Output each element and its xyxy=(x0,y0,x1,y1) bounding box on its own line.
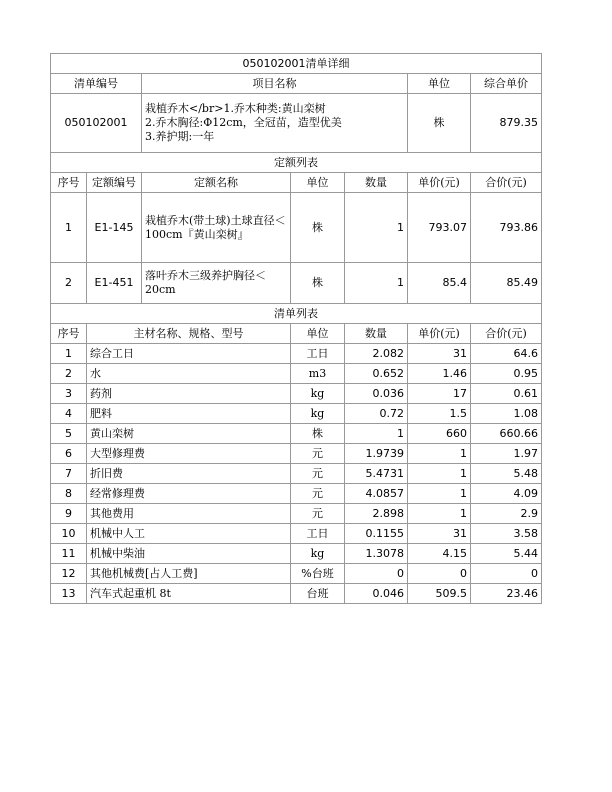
material-seq: 2 xyxy=(51,364,87,384)
quota-price: 85.4 xyxy=(408,263,471,304)
material-name: 大型修理费 xyxy=(87,444,291,464)
material-unit: 元 xyxy=(291,504,345,524)
material-header-total: 合价(元) xyxy=(471,324,542,344)
material-qty: 0.036 xyxy=(345,384,408,404)
material-seq: 1 xyxy=(51,344,87,364)
material-seq: 10 xyxy=(51,524,87,544)
quota-header-seq: 序号 xyxy=(51,173,87,193)
material-seq: 7 xyxy=(51,464,87,484)
material-total: 660.66 xyxy=(471,424,542,444)
material-total: 3.58 xyxy=(471,524,542,544)
material-row xyxy=(51,504,542,524)
material-price: 1 xyxy=(408,464,471,484)
quota-header-qty: 数量 xyxy=(345,173,408,193)
material-qty: 1 xyxy=(345,424,408,444)
material-row xyxy=(51,464,542,484)
material-name: 肥料 xyxy=(87,404,291,424)
material-row xyxy=(51,484,542,504)
material-name: 黄山栾树 xyxy=(87,424,291,444)
table-title: 050102001清单详细 xyxy=(51,54,542,74)
material-header-qty: 数量 xyxy=(345,324,408,344)
item-unit: 株 xyxy=(408,94,471,153)
material-seq: 11 xyxy=(51,544,87,564)
bill-detail-table xyxy=(50,53,542,604)
quota-name: 落叶乔木三级养护胸径＜20cm xyxy=(142,263,291,304)
material-seq: 4 xyxy=(51,404,87,424)
header-code: 清单编号 xyxy=(51,74,142,94)
material-qty: 0.1155 xyxy=(345,524,408,544)
material-price: 31 xyxy=(408,524,471,544)
material-section-title: 清单列表 xyxy=(51,304,542,324)
material-row xyxy=(51,404,542,424)
material-seq: 6 xyxy=(51,444,87,464)
quota-section-title: 定额列表 xyxy=(51,153,542,173)
material-row xyxy=(51,384,542,404)
material-row xyxy=(51,584,542,604)
material-qty: 0.046 xyxy=(345,584,408,604)
material-name: 其他机械费[占人工费] xyxy=(87,564,291,584)
material-unit: 工日 xyxy=(291,344,345,364)
material-price: 1 xyxy=(408,504,471,524)
item-description xyxy=(142,94,408,153)
material-price: 1 xyxy=(408,444,471,464)
material-name: 机械中柴油 xyxy=(87,544,291,564)
material-row xyxy=(51,544,542,564)
material-seq: 13 xyxy=(51,584,87,604)
quota-total: 793.86 xyxy=(471,193,542,263)
material-total: 0.95 xyxy=(471,364,542,384)
material-row xyxy=(51,444,542,464)
material-name: 机械中人工 xyxy=(87,524,291,544)
material-qty: 5.4731 xyxy=(345,464,408,484)
material-unit: 株 xyxy=(291,424,345,444)
material-total: 1.08 xyxy=(471,404,542,424)
material-name: 折旧费 xyxy=(87,464,291,484)
material-total: 0 xyxy=(471,564,542,584)
item-desc-line2: 2.乔木胸径:Φ12cm，全冠苗，造型优美 xyxy=(145,116,342,129)
material-price: 1.5 xyxy=(408,404,471,424)
material-total: 23.46 xyxy=(471,584,542,604)
material-total: 2.9 xyxy=(471,504,542,524)
material-seq: 5 xyxy=(51,424,87,444)
quota-unit: 株 xyxy=(291,193,345,263)
material-name: 经常修理费 xyxy=(87,484,291,504)
material-total: 5.48 xyxy=(471,464,542,484)
header-price: 综合单价 xyxy=(471,74,542,94)
quota-row xyxy=(51,263,542,304)
quota-code: E1-145 xyxy=(87,193,142,263)
material-header-seq: 序号 xyxy=(51,324,87,344)
material-header-price: 单价(元) xyxy=(408,324,471,344)
material-qty: 2.082 xyxy=(345,344,408,364)
material-price: 1.46 xyxy=(408,364,471,384)
quota-header-unit: 单位 xyxy=(291,173,345,193)
item-code: 050102001 xyxy=(51,94,142,153)
quota-name: 栽植乔木(带土球)土球直径＜100cm『黄山栾树』 xyxy=(142,193,291,263)
material-unit: 工日 xyxy=(291,524,345,544)
material-price: 4.15 xyxy=(408,544,471,564)
material-price: 0 xyxy=(408,564,471,584)
material-seq: 12 xyxy=(51,564,87,584)
quota-header-code: 定额编号 xyxy=(87,173,142,193)
material-name: 汽车式起重机 8t xyxy=(87,584,291,604)
material-price: 31 xyxy=(408,344,471,364)
material-header-row xyxy=(51,324,542,344)
quota-code: E1-451 xyxy=(87,263,142,304)
material-qty: 1.9739 xyxy=(345,444,408,464)
material-unit: %台班 xyxy=(291,564,345,584)
quota-qty: 1 xyxy=(345,193,408,263)
material-total: 64.6 xyxy=(471,344,542,364)
material-price: 509.5 xyxy=(408,584,471,604)
material-row xyxy=(51,564,542,584)
quota-header-name: 定额名称 xyxy=(142,173,291,193)
item-desc-line1: 栽植乔木</br>1.乔木种类:黄山栾树 xyxy=(145,102,326,115)
quota-seq: 1 xyxy=(51,193,87,263)
material-qty: 0.652 xyxy=(345,364,408,384)
material-header-name: 主材名称、规格、型号 xyxy=(87,324,291,344)
material-unit: kg xyxy=(291,384,345,404)
material-seq: 9 xyxy=(51,504,87,524)
material-seq: 3 xyxy=(51,384,87,404)
material-name: 药剂 xyxy=(87,384,291,404)
material-unit: 台班 xyxy=(291,584,345,604)
material-header-unit: 单位 xyxy=(291,324,345,344)
material-price: 660 xyxy=(408,424,471,444)
quota-qty: 1 xyxy=(345,263,408,304)
quota-seq: 2 xyxy=(51,263,87,304)
material-row xyxy=(51,364,542,384)
header-unit: 单位 xyxy=(408,74,471,94)
material-name: 综合工日 xyxy=(87,344,291,364)
quota-unit: 株 xyxy=(291,263,345,304)
quota-price: 793.07 xyxy=(408,193,471,263)
material-price: 17 xyxy=(408,384,471,404)
item-desc-line3: 3.养护期:一年 xyxy=(145,130,215,143)
material-qty: 0.72 xyxy=(345,404,408,424)
material-total: 4.09 xyxy=(471,484,542,504)
material-unit: m3 xyxy=(291,364,345,384)
item-price: 879.35 xyxy=(471,94,542,153)
material-row xyxy=(51,424,542,444)
material-qty: 0 xyxy=(345,564,408,584)
material-qty: 2.898 xyxy=(345,504,408,524)
material-name: 其他费用 xyxy=(87,504,291,524)
material-unit: kg xyxy=(291,544,345,564)
material-qty: 4.0857 xyxy=(345,484,408,504)
quota-header-price: 单价(元) xyxy=(408,173,471,193)
material-total: 1.97 xyxy=(471,444,542,464)
material-row xyxy=(51,344,542,364)
quota-row xyxy=(51,193,542,263)
quota-header-row xyxy=(51,173,542,193)
material-unit: 元 xyxy=(291,484,345,504)
material-seq: 8 xyxy=(51,484,87,504)
material-total: 5.44 xyxy=(471,544,542,564)
material-row xyxy=(51,524,542,544)
material-unit: 元 xyxy=(291,444,345,464)
material-price: 1 xyxy=(408,484,471,504)
material-total: 0.61 xyxy=(471,384,542,404)
material-qty: 1.3078 xyxy=(345,544,408,564)
material-unit: kg xyxy=(291,404,345,424)
header-name: 项目名称 xyxy=(142,74,408,94)
quota-header-total: 合价(元) xyxy=(471,173,542,193)
material-name: 水 xyxy=(87,364,291,384)
quota-total: 85.49 xyxy=(471,263,542,304)
material-unit: 元 xyxy=(291,464,345,484)
